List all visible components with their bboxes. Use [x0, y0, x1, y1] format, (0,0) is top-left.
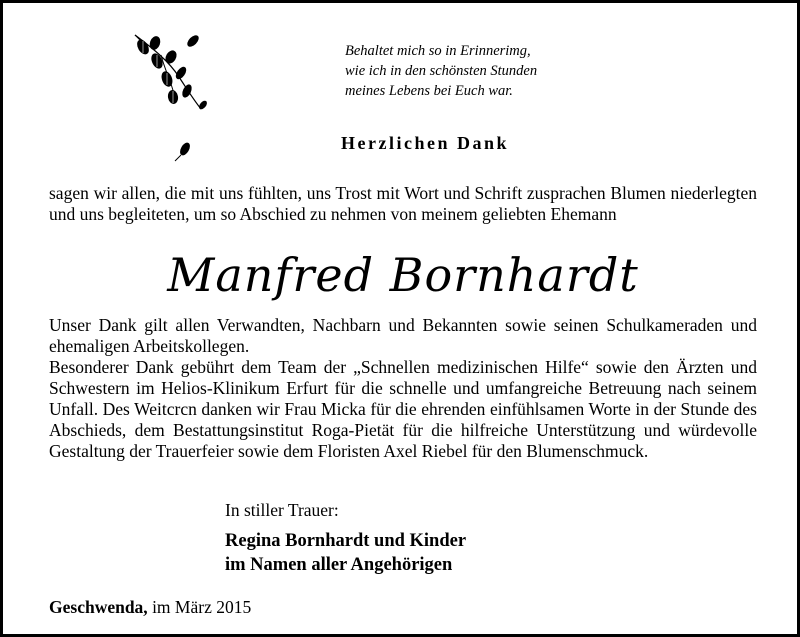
signers: [225, 529, 466, 577]
memorial-poem: [345, 41, 745, 101]
thanks-paragraph: Unser Dank gilt allen Verwandten, Nachbarn und Bekannten sowie seinen Schulkameraden und ehemaligen Arbeitskollegen.: [49, 315, 757, 356]
place-date: [49, 597, 251, 618]
signer-line: im Namen aller Angehörigen: [225, 555, 453, 575]
thanks-body: [49, 315, 757, 462]
thanks-heading: Herzlichen Dank: [341, 133, 509, 153]
place: Geschwenda,: [49, 597, 148, 617]
thanks-paragraph: Besonderer Dank gebührt dem Team der „Schnellen medizinischen Hilfe“ sowie den Ärzten und Schwestern im Helios-Klinikum Erfurt für die schnelle und umfangreiche Betreuung nach seinem Unfall. Des Weitcrcn danken wir Frau Micka für die ehrenden einfühlsamen Worte in der Stunde des Abschieds, dem Bestattungsinstitut Roga-Pietät für die hilfreiche Unterstützung und würdevolle Gestaltung der Trauerfeier sowie dem Floristen Axel Riebel für den Blumenschmuck.: [49, 357, 757, 461]
poem-line: Behaltet mich so in Erinnerimg,: [345, 43, 531, 59]
poem-line: meines Lebens bei Euch war.: [345, 83, 513, 99]
birch-branch-icon: [121, 21, 231, 171]
date: im März 2015: [152, 597, 252, 617]
signer-line: Regina Bornhardt und Kinder: [225, 531, 467, 551]
poem-line: wie ich in den schönsten Stunden: [345, 63, 538, 79]
deceased-name: Manfred Bornhardt: [167, 248, 639, 302]
mourning-label: In stiller Trauer:: [225, 500, 339, 520]
intro-paragraph: sagen wir allen, die mit uns fühlten, uns Trost mit Wort und Schrift zusprachen Blumen niederlegten und uns begleiteten, um so Abschied zu nehmen von meinem geliebten Ehemann: [49, 183, 757, 224]
